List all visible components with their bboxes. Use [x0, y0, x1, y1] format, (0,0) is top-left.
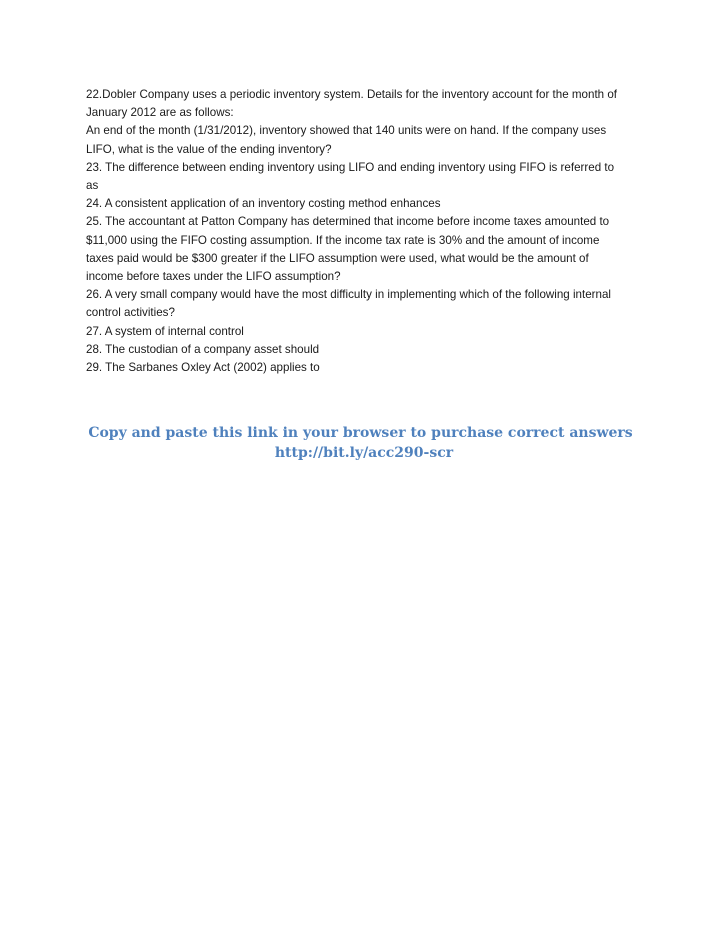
- question-line: 27. A system of internal control: [86, 324, 244, 338]
- question-line: January 2012 are as follows:: [86, 106, 234, 120]
- question-line: 26. A very small company would have the most difficulty in implementing which of the following internal: [86, 288, 611, 302]
- question-line: 24. A consistent application of an inventory costing method enhances: [86, 197, 441, 211]
- question-line: control activities?: [86, 306, 175, 320]
- question-list: [86, 86, 656, 377]
- question-line: An end of the month (1/31/2012), inventory showed that 140 units were on hand. If the company uses: [86, 124, 607, 138]
- promo-link[interactable]: http://bit.ly/acc290-scr: [274, 445, 454, 461]
- question-line: 22.Dobler Company uses a periodic inventory system. Details for the inventory account for the month of: [86, 88, 617, 101]
- question-line: taxes paid would be $300 greater if the LIFO assumption were used, what would be the amount of: [86, 251, 589, 265]
- question-line: $11,000 using the FIFO costing assumption. If the income tax rate is 30% and the amount of income: [86, 233, 600, 247]
- question-line: 29. The Sarbanes Oxley Act (2002) applies to: [86, 361, 320, 375]
- question-line: 23. The difference between ending inventory using LIFO and ending inventory using FIFO is referred to: [86, 160, 615, 174]
- question-line: as: [86, 179, 99, 193]
- purchase-promo: [0, 423, 728, 463]
- question-line: 28. The custodian of a company asset should: [86, 342, 320, 356]
- promo-instruction: Copy and paste this link in your browser to purchase correct answers: [88, 425, 633, 441]
- question-line: income before taxes under the LIFO assumption?: [86, 270, 341, 284]
- question-line: 25. The accountant at Patton Company has determined that income before income taxes amounted to: [86, 215, 610, 229]
- question-line: LIFO, what is the value of the ending inventory?: [86, 142, 332, 156]
